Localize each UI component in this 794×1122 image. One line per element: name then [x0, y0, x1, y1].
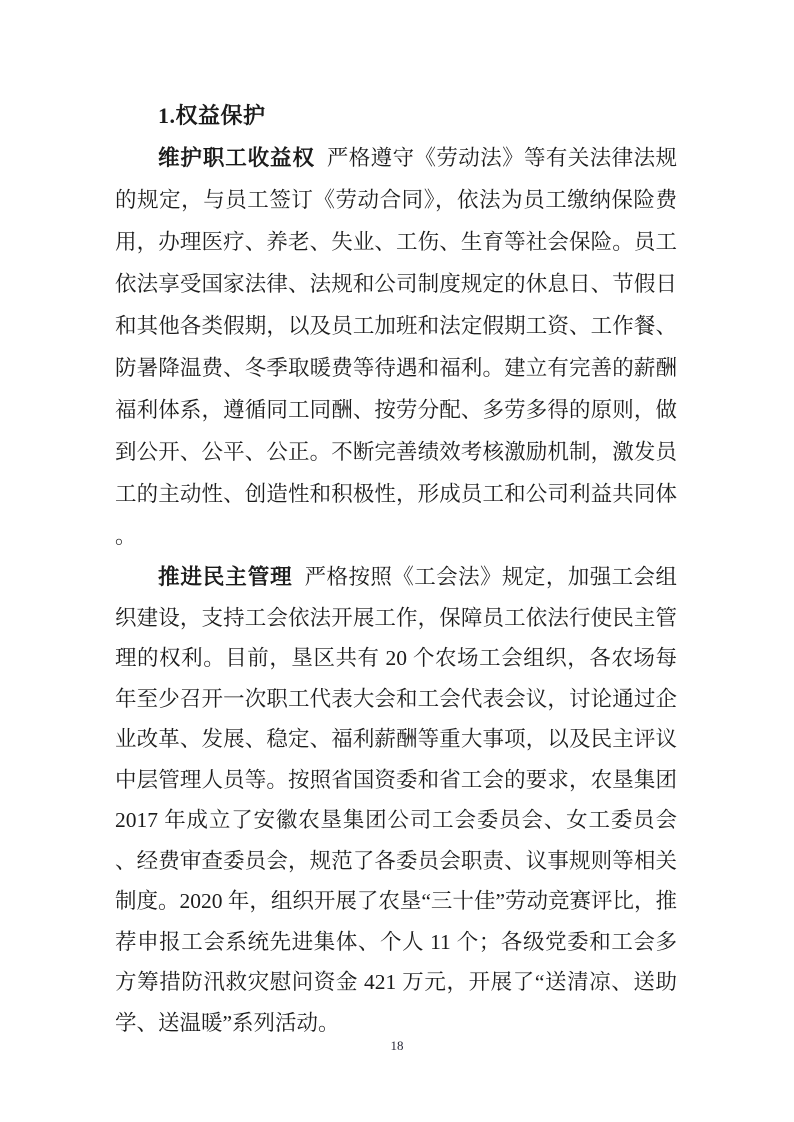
- section-heading: 1.权益保护: [158, 103, 266, 128]
- paragraph-democratic-management: [115, 557, 677, 1043]
- page-number: 18: [390, 1038, 404, 1053]
- document-content: [115, 94, 677, 1043]
- paragraph-body-labor-rights: 严格遵守《劳动法》等有关法律法规的规定，与员工签订《劳动合同》，依法为员工缴纳保险费用，办理医疗、养老、失业、工伤、生育等社会保险。员工依法享受国家法律、法规和公司制度规定的休息日、节假日和其他各类假期，以及员工加班和法定假期工资、工作餐、防暑降温费、冬季取暖费等待遇和福利。建立有完善的薪酬福利体系，遵循同工同酬、按劳分配、多劳多得的原则，做到公开、公平、公正。不断完善绩效考核激励机制，激发员工的主动性、创造性和积极性，形成员工和公司利益共同体。: [115, 146, 677, 548]
- paragraph-labor-rights: [115, 137, 677, 557]
- paragraph-body-democratic-management: 严格按照《工会法》规定，加强工会组织建设，支持工会依法开展工作，保障员工依法行使民主管理的权利。目前，垦区共有 20 个农场工会组织，各农场每年至少召开一次职工代表大会和工会代表会议，讨论通过企业改革、发展、稳定、福利薪酬等重大事项，以及民主评议中层管理人员等。按照省国资委和省工会的要求，农垦集团 2017 年成立了安徽农垦集团公司工会委员会、女工委员会、经费审查委员会，规范了各委员会职责、议事规则等相关制度。2020 年，组织开展了农垦“三十佳”劳动竞赛评比，推荐申报工会系统先进集体、个人 11 个；各级党委和工会多方筹措防汛救灾慰问资金 421 万元，开展了“送清凉、送助学、送温暖”系列活动。: [115, 565, 677, 1035]
- paragraph-lead-labor-rights: 维护职工收益权: [158, 146, 315, 170]
- paragraph-lead-democratic-management: 推进民主管理: [158, 565, 293, 589]
